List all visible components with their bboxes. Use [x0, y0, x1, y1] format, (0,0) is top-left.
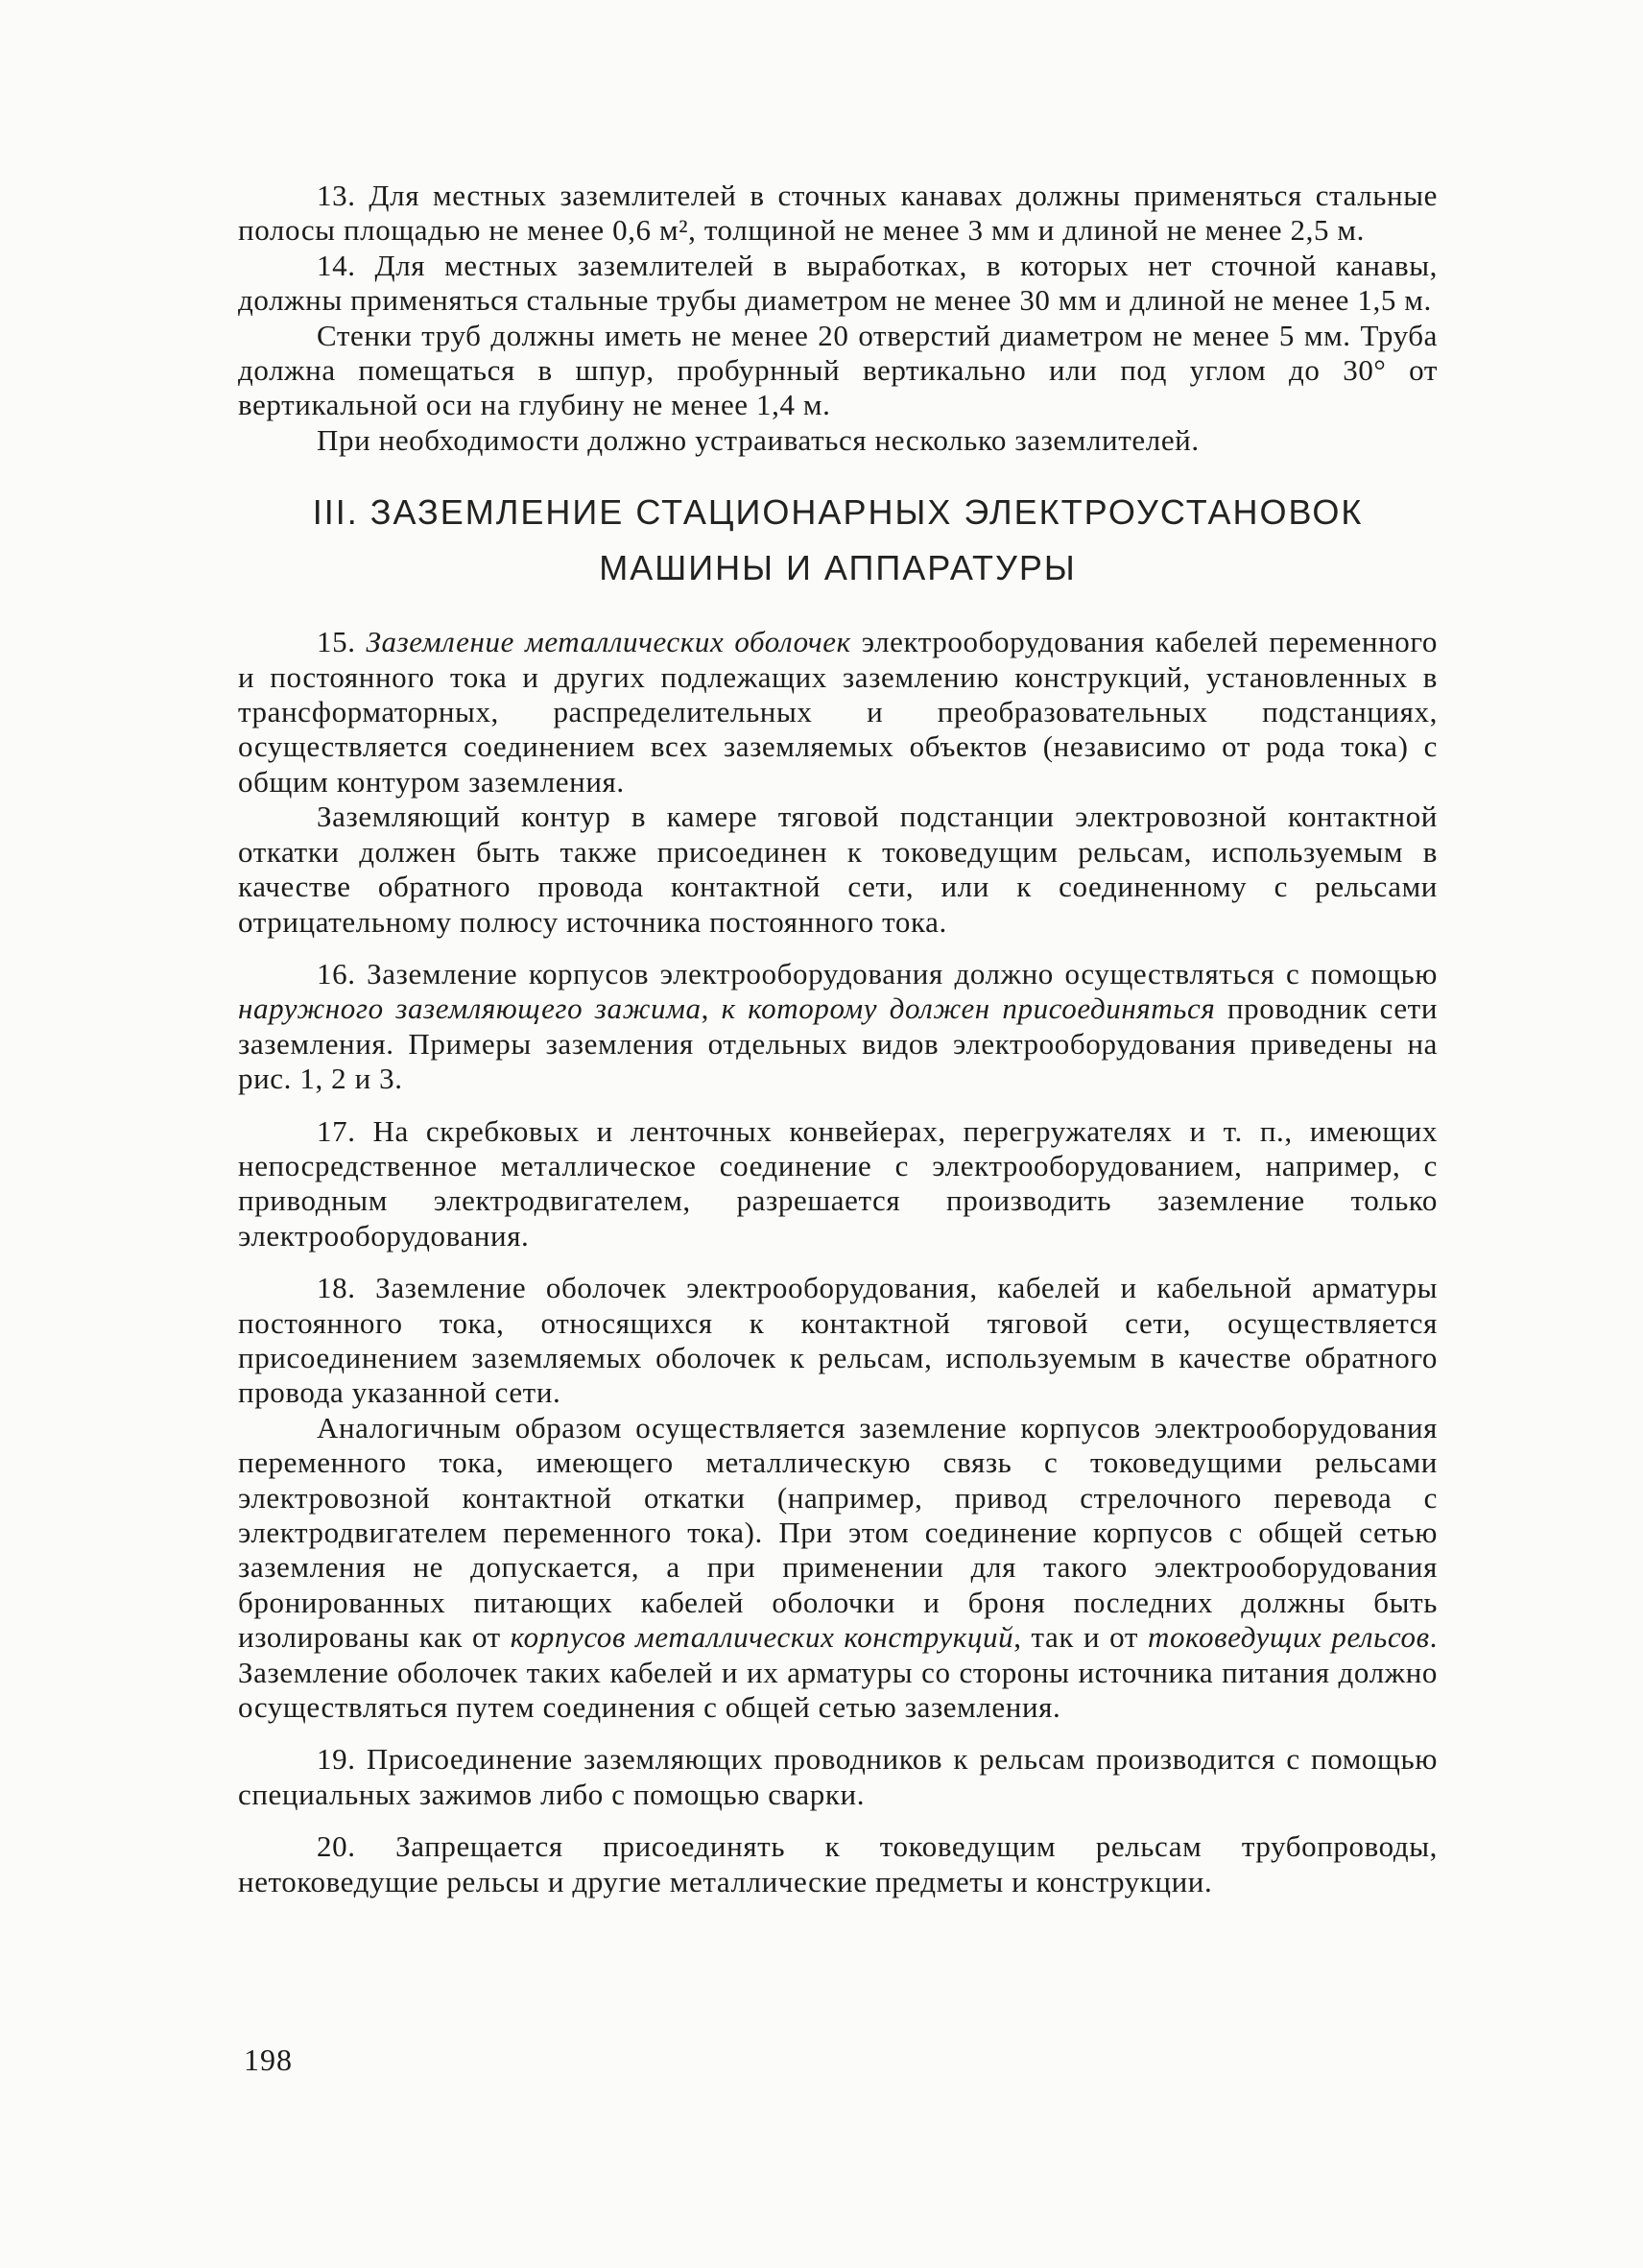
paragraph-15-rest: электрооборудования кабелей переменного и постоянного тока и других подлежащих заземлению конструкций, установленных в трансформаторных, распределительных и преобразовательных подстанциях, осуществляется соединением всех заземляемых объектов (независимо от рода тока) с общим контуром заземления. — [238, 625, 1438, 799]
paragraph-18b-rest: . Заземление оболочек таких кабелей и их арматуры со стороны источника питания должно осуществляться путем соединения с общей сетью заземления. — [238, 1620, 1438, 1725]
paragraph-15-italic: Заземление металлических оболочек — [366, 625, 851, 659]
paragraph-15-number: 15. — [317, 625, 367, 659]
paragraph-14-pipe-walls: Стенки труб должны иметь не менее 20 отверстий диаметром не менее 5 мм. Труба должна помещаться в шпур, пробурнный вертикально или под углом до 30° от вертикальной оси на глубину не менее 1,4 м. — [238, 318, 1438, 422]
paragraph-16 — [238, 957, 1438, 1097]
paragraph-16-comma: , — [701, 991, 722, 1026]
paragraph-16-rest: проводник сети заземления. Примеры заземления отдельных видов электрооборудования приведены на рис. 1, 2 и 3. — [238, 991, 1439, 1096]
paragraph-15-contour: Заземляющий контур в камере тяговой подстанции электровозной контактной откатки должен быть также присоединен к токоведущим рельсам, используемым в качестве обратного провода контактной сети, или к соединенному с рельсами отрицательному полюсу источника постоянного тока. — [238, 800, 1438, 939]
paragraph-14-multiple: При необходимости должно устраиваться несколько заземлителей. — [317, 422, 1200, 457]
paragraph-20: 20. Запрещается присоединять к токоведущим рельсам трубопроводы, нетоковедущие рельсы и другие металлические предметы и конструкции. — [238, 1829, 1438, 1898]
paragraph-16-italic-connect: к которому должен присоединяться — [721, 991, 1216, 1026]
paragraph-16-italic-clamp: наружного заземляющего зажима — [238, 991, 702, 1026]
paragraph-18-analogous — [238, 1411, 1438, 1726]
paragraph-18b-middle: , так и от — [1013, 1620, 1148, 1655]
page-number: 198 — [244, 2042, 293, 2077]
paragraph-15 — [238, 625, 1438, 800]
paragraph-13: 13. Для местных заземлителей в сточных канавах должны применяться стальные полосы площадью не менее 0,6 м², толщиной не менее 3 мм и длиной не менее 2,5 м. — [238, 179, 1438, 248]
paragraph-17: 17. На скребковых и ленточных конвейерах, перегружателях и т. п., имеющих непосредственное металлическое соединение с электрооборудованием, например, с приводным электродвигателем, разрешается производить заземление только электрооборудования. — [238, 1113, 1438, 1253]
paragraph-18b-italic-rails: токоведущих рельсов — [1147, 1620, 1430, 1655]
paragraph-19: 19. Присоединение заземляющих проводников к рельсам производится с помощью специальных зажимов либо с помощью сварки. — [238, 1742, 1438, 1811]
section-heading-line-2: МАШИНЫ И АППАРАТУРЫ — [599, 548, 1077, 588]
page-body — [238, 179, 1438, 1899]
paragraph-18b-italic-housings: корпусов металлических конструкций — [510, 1620, 1014, 1655]
paragraph-16-start: 16. Заземление корпусов электрооборудования должно осуществляться с помощью — [317, 956, 1438, 991]
section-heading — [238, 485, 1438, 596]
paragraph-18b-start: Аналогичным образом осуществляется заземление корпусов электрооборудования переменного тока, имеющего металлическую связь с токоведущими рельсами электровозной контактной откатки (например, привод стрелочного перевода с электродвигателем переменного тока). При этом соединение корпусов с общей сетью заземления не допускается, а при применении для такого электрооборудования бронированных питающих кабелей оболочки и броня последних должны быть изолированы как от — [238, 1410, 1438, 1655]
paragraph-18: 18. Заземление оболочек электрооборудования, кабелей и кабельной арматуры постоянного тока, относящихся к контактной тяговой сети, осуществляется присоединением заземляемых оболочек к рельсам, используемым в качестве обратного провода указанной сети. — [238, 1271, 1438, 1410]
section-heading-line-1: III. ЗАЗЕМЛЕНИЕ СТАЦИОНАРНЫХ ЭЛЕКТРОУСТАНОВОК — [312, 492, 1364, 533]
paragraph-14: 14. Для местных заземлителей в выработках, в которых нет сточной канавы, должны применяться стальные трубы диаметром не менее 30 мм и длиной не менее 1,5 м. — [238, 248, 1438, 318]
